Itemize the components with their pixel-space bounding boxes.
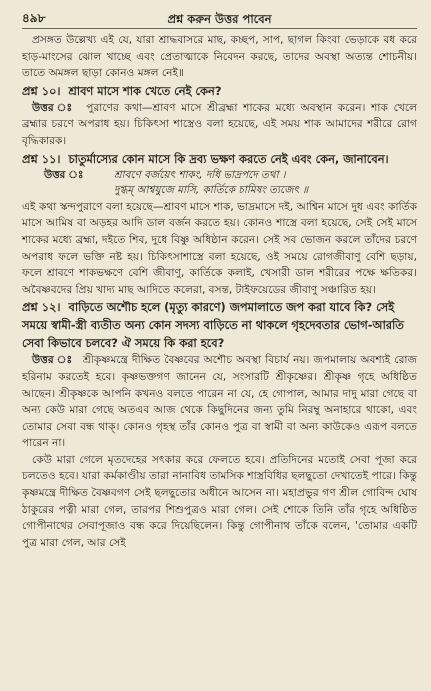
answer-10 [22, 100, 417, 150]
question-10-text: শ্রাবণ মাসে শাক খেতে নেই কেন? [68, 83, 222, 98]
answer-12-label: উত্তর ঃ [32, 354, 73, 367]
answer-10-text: পুরাণের কথা—শ্রাবণ মাসে শ্রীব্রহ্মা শাকের মধ্যে অবস্থান করেন। শাক খেলে ব্রহ্মার চরণে অপরাধ হয়। চিকিৎসা শাস্ত্রেও বলা হয়েছে, এই সময় শাক আমাদের শরীরে রোগ বৃদ্ধিকারক। [22, 101, 417, 147]
verse-line-2: দুগ্ধম্ আশ্বযুজে মাসি, কার্তিকে চামিষং ত্যজেৎ ॥ [114, 184, 309, 197]
answer-12-text-2: কেউ মারা গেলে মৃতদেহের সৎকার করে ফেলতে হবে। প্রতিদিনের মতোই সেবা পূজা করে চলতেও হবে। যারা কর্মকাণ্ডীয় তারা নানাবিধ তামসিক শাস্ত্রবিধির ছলছুতো দেখাতেই পারে। কিন্তু কৃষ্ণমন্ত্রে দীক্ষিত বৈষ্ণবগণ সেই ছলছুতোর অধীনে আসেন না। মহাপ্রভুর গণ শ্রীল গোবিন্দ ঘোষ ঠাকুরের পত্নী মারা গেল, তারপর শিশুপুত্রও মারা গেল। সেই শোকে তিনি তাঁর গৃহে অধিষ্ঠিত গোপীনাথের সেবাপূজাও বন্ধ করে দিয়েছিলেন। কিন্তু গোপীনাথ তাঁকে বলেন, 'তোমার একটি পুত্র মারা গেল, আর সেই [22, 453, 417, 549]
page-number: ৪৯৮ [22, 11, 46, 25]
question-10 [22, 82, 417, 100]
question-12 [22, 298, 417, 352]
question-10-label: প্রশ্ন ১০। [22, 83, 61, 98]
page-header [22, 10, 417, 29]
answer-11-text: এই কথা স্কন্দপুরাণে বলা হয়েছে—শ্রাবণ মাসে শাক, ভাদ্রমাসে দই, আশ্বিন মাসে দুধ এবং কার্তিক মাসে আমিষ বা অড়হর আদি ডাল বর্জন করতে হয়। কোনও শাস্ত্রে বলা হয়েছে, সেই সেই মাসে শাকের মধ্যে ব্রহ্মা, দইতে শিব, দুধে বিষ্ণু অধিষ্ঠান করেন। সেই সব ভোজন করলে তাঁদের চরণে অপরাধ ফলে ভক্তি নষ্ট হয়। চিকিৎসাশাস্ত্রে বলা হয়েছে, ওই সময়ে রোগজীবাণু বেশি ছড়ায়, ফলে শ্রাবণে শাকভক্ষণে বেশি জীবাণু, কার্তিকে কলাই, খেসারী ডাল শরীরের পক্ষে ক্ষতিকর। অবৈষ্ণবদের প্রিয় খাদ্য মাছ আদিতে কলেরা, বসন্ত, টাইফয়েডের জীবাণু সঞ্চারিত হয়। [22, 200, 417, 296]
running-head: প্রশ্ন করুন উত্তর পাবেন [167, 12, 272, 26]
intro-paragraph: প্রসঙ্গত উল্লেখ্য এই যে, যারা শ্রাদ্ধবাসরে মাছ, কচ্ছপ, সাপ, ছাগল কিংবা ভেড়াকে বধ করে হাড়-মাংসের ঝোল খাচ্ছে এবং প্রেতাত্মাকে নিবেদন করছে, তাদের অবস্থা অত্যন্ত শোচনীয়। তাতে অমঙ্গল ছাড়া কোনও মঙ্গল নেই॥ [22, 34, 417, 80]
answer-12-text-1: শ্রীকৃষ্ণমন্ত্রে দীক্ষিত বৈষ্ণবের অশৌচ অবস্থা বিচার্য নয়। জপমালায় অবশ্যই রোজ হরিনাম করতেই হবে। কৃষ্ণভক্তগণ জানেন যে, সংসারটি শ্রীকৃষ্ণের। শ্রীকৃষ্ণ গৃহে অধিষ্ঠিত আছেন। শ্রীকৃষ্ণকে আপনি কখনও বলতে পারেন না যে, হে গোপাল, আমার দাদু মারা গেছে বা অন্য কেউ মারা গেছে অতএব আজ থেকে কিছুদিনের জন্য তুমি নিরম্বু অনাহারে থাকো, এবং তোমার সেবা বন্ধ থাক্। কোনও গৃহস্থ তাঁর কোনও পুত্র বা স্বামী বা অন্য কাউকেও এরূপ বলতে পারেন না। [22, 354, 417, 450]
question-11 [22, 150, 417, 168]
answer-11-label: উত্তর ঃ [44, 168, 84, 181]
answer-11-verse [44, 168, 417, 199]
question-11-text: চাতুর্মাস্যের কোন মাসে কি দ্রব্য ভক্ষণ করতে নেই এবং কেন, জানাবেন। [68, 151, 389, 166]
answer-10-label: উত্তর ঃ [32, 101, 75, 114]
question-12-label: প্রশ্ন ১২। [22, 300, 61, 315]
answer-12 [22, 352, 417, 452]
verse-line-1: শ্রাবণে বর্জয়েৎ শাকং, দধি ভাদ্রপদে তথা । [114, 168, 286, 181]
question-12-text: বাড়িতে অশৌচ হলে (মৃত্যু কারণে) জপমালাতে জপ করা যাবে কি? সেই সময়ে স্বামী-স্ত্রী ব্যতীত অন্য কোন সদস্য বাড়িতে না থাকলে গৃহদেবতার ভোগ-আরতি সেবা কিভাবে চলবে? ঐ সময়ে কি করা হবে? [22, 300, 404, 351]
question-11-label: প্রশ্ন ১১। [22, 151, 61, 166]
